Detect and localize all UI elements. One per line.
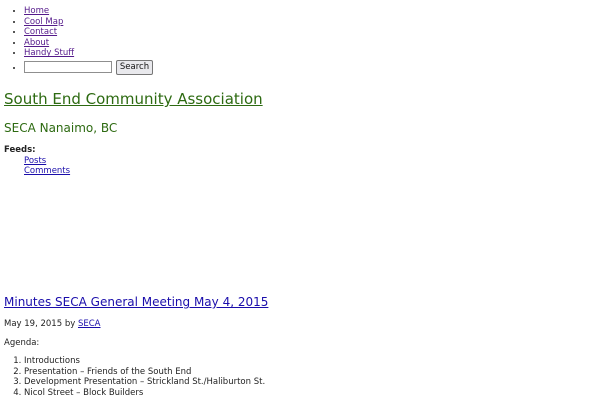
agenda-item: 1. Introductions <box>24 356 265 367</box>
nav-item-about <box>24 38 153 49</box>
nav-item-home <box>24 6 153 17</box>
feeds-label: Feeds: <box>4 145 36 155</box>
agenda-item: 3. Development Presentation – Strickland St./Haliburton St. <box>24 377 265 388</box>
post-title <box>4 294 268 310</box>
agenda-item: 4. Nicol Street – Block Builders <box>24 388 265 399</box>
search-button[interactable]: Search <box>116 60 153 75</box>
nav-link-handy-stuff[interactable]: Handy Stuff <box>24 48 75 59</box>
nav-link-about[interactable]: About <box>24 37 50 48</box>
site-title[interactable]: South End Community Association <box>4 90 263 108</box>
agenda-label: Agenda: <box>4 338 40 348</box>
nav-link-contact[interactable]: Contact <box>24 27 58 38</box>
nav-link-home[interactable]: Home <box>24 6 50 16</box>
feed-link-comments[interactable]: Comments <box>24 166 71 177</box>
main-navigation <box>8 6 153 75</box>
feed-item-posts <box>24 156 70 167</box>
feed-link-posts[interactable]: Posts <box>24 155 47 166</box>
post-title-link[interactable]: Minutes SECA General Meeting May 4, 2015 <box>4 295 269 309</box>
post-by-text: by <box>64 319 76 329</box>
search-input[interactable] <box>24 61 112 73</box>
post-author-link[interactable]: SECA <box>77 319 101 329</box>
nav-link-cool-map[interactable]: Cool Map <box>24 16 64 27</box>
feed-item-comments <box>24 166 70 177</box>
agenda-item: 2. Presentation – Friends of the South End <box>24 367 265 378</box>
site-tagline: SECA Nanaimo, BC <box>4 121 118 135</box>
post-date: May 19, 2015 <box>4 319 63 329</box>
nav-item-search <box>24 60 153 75</box>
feeds-section <box>4 145 70 177</box>
nav-item-contact <box>24 27 153 38</box>
post-meta <box>4 319 101 330</box>
agenda-list <box>4 356 265 398</box>
nav-item-handy-stuff <box>24 48 153 59</box>
nav-item-cool-map <box>24 17 153 28</box>
